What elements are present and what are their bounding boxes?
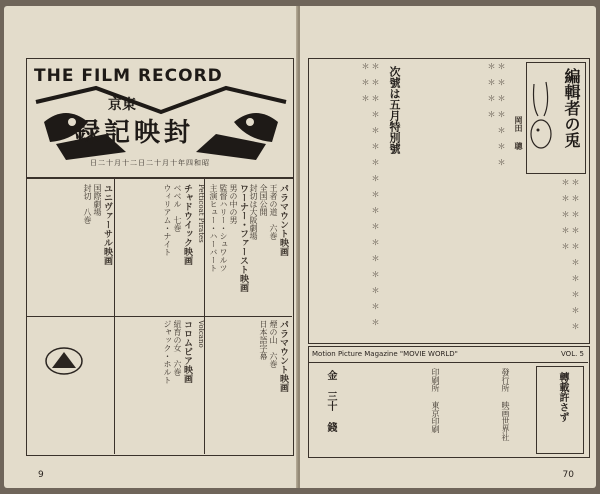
masthead-title: THE FILM RECORD [34,66,223,86]
section-block: パラマウント映画 王者の道 六巻 全国公開 封切は大阪劇場 [249,184,288,256]
rabbit-sketch-icon [528,76,554,166]
page-number: 70 [562,470,574,480]
section-block: コロムビア映画 紐育の女 六巻 ジャック・ホルト [163,320,192,384]
left-page [4,6,298,488]
listings-divider [26,316,292,317]
paramount-logo-icon [44,346,84,376]
colophon-publisher: 發行所 映画世界社 [501,368,510,441]
next-issue-notice: 次號は五月特別號 [388,66,401,154]
colophon-printer: 印刷所 東京印刷 [431,368,440,433]
section-block: ワーナー・ファースト映画 男の中の男 監督ハリー・シュワルツ 主演ヒュー・ハーバート [209,184,248,292]
section-block: ユニヴァーサル映画 国際劇場 封切 八巻 [83,184,112,265]
reprint-notice: 轉載許さず [557,372,568,422]
article-body: ＊ ＊ ＊ ＊ ＊ ＊ ＊ ＊ ＊ ＊ ＊ ＊ ＊ ＊ ＊ ＊ ＊ ＊ ＊ ＊ [361,62,380,334]
section-subtitle-en: Volcano [197,320,205,348]
article-body: ＊ ＊ ＊ ＊ ＊ ＊ ＊ ＊ ＊ ＊ ＊ ＊ ＊ ＊ ＊ [561,178,580,338]
section-subtitle-en: Petticoat Pirates [197,184,205,243]
masthead-subtitle: 京東 [108,97,136,113]
column-rule [114,178,115,454]
editor-author: 岡田 聰 [514,116,524,150]
section-block: パラマウント映画 煙の山 六巻 日本語字幕 [259,320,288,392]
right-page [300,6,596,488]
masthead-logo: 録記映封 [74,118,195,148]
colophon-magazine-title: Motion Picture Magazine "MOVIE WORLD" VOL. 5 [312,350,584,358]
editor-column-title: 編輯者の兎 [562,68,581,148]
colophon-rule [308,362,588,363]
article-body: ＊ ＊ ＊ ＊ ＊ ＊ ＊ ＊ ＊ ＊ ＊ [487,62,506,174]
section-block: チャドウイック映画 ベベル 七巻 ウィリアム・ナイト [163,184,192,265]
page-number: 9 [38,470,44,480]
masthead-date: 日二十月十二日二十月十年四和昭 [90,159,210,167]
colophon-price: 金 三十 錢 [325,370,336,432]
